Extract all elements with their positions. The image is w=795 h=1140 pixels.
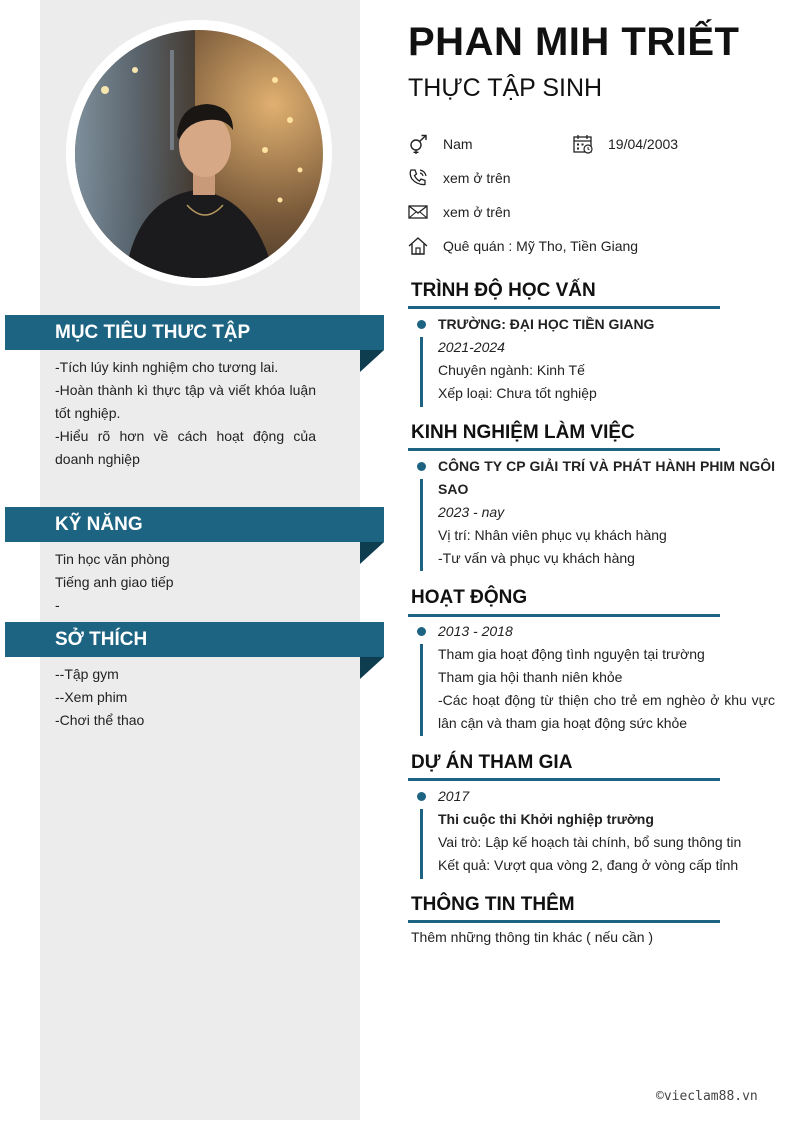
phone-value: xem ở trên: [443, 170, 511, 186]
banner-fold: [360, 350, 384, 372]
home-icon: [408, 236, 430, 256]
hobby-item: -Chơi thể thao: [55, 712, 145, 728]
dob-row: [573, 134, 723, 154]
objective-text: [55, 356, 316, 471]
hometown-row: [408, 236, 708, 256]
activities-line: Tham gia hội thanh niên khỏe: [438, 669, 623, 685]
hobby-item: --Xem phim: [55, 689, 128, 705]
candidate-role: THỰC TẬP SINH: [408, 74, 603, 102]
skill-item: Tiếng anh giao tiếp: [55, 574, 174, 590]
section-rule: [408, 778, 720, 781]
projects-entry: [438, 785, 775, 877]
objective-line: doanh nghiệp: [55, 451, 140, 467]
hobbies-text: [55, 663, 316, 732]
skills-banner: [5, 507, 384, 542]
gender-row: [408, 134, 558, 154]
dob-value: 19/04/2003: [608, 136, 679, 152]
candidate-name: PHAN MIH TRIẾT: [408, 20, 740, 64]
section-rule: [408, 306, 720, 309]
timeline-dot: [417, 792, 426, 801]
additional-title: THÔNG TIN THÊM: [411, 894, 575, 915]
email-value: xem ở trên: [443, 204, 511, 220]
timeline-line: [420, 337, 423, 407]
timeline-dot: [417, 320, 426, 329]
education-grade: Xếp loại: Chưa tốt nghiệp: [438, 385, 597, 401]
banner-fold: [360, 542, 384, 564]
timeline-line: [420, 809, 423, 879]
footer-watermark: ©vieclam88.vn: [656, 1089, 758, 1104]
activities-title: HOẠT ĐỘNG: [411, 587, 528, 608]
phone-icon: [408, 168, 430, 188]
banner-fold: [360, 657, 384, 679]
objective-line: tốt nghiệp.: [55, 405, 121, 421]
timeline-dot: [417, 627, 426, 636]
phone-row: [408, 168, 608, 188]
section-rule: [408, 920, 720, 923]
section-rule: [408, 614, 720, 617]
education-entry: [438, 313, 775, 405]
experience-position: Vị trí: Nhân viên phục vụ khách hàng: [438, 527, 667, 543]
activities-entry: [438, 620, 775, 735]
education-major: Chuyên ngành: Kinh Tế: [438, 362, 585, 378]
hobbies-title: SỞ THÍCH: [55, 629, 148, 650]
objective-line: -Tích lúy kinh nghiệm cho tương lai.: [55, 359, 279, 375]
gender-icon: [408, 134, 430, 154]
hobbies-banner: [5, 622, 384, 657]
education-period: 2021-2024: [438, 339, 505, 355]
objective-title: MỤC TIÊU THƯC TẬP: [55, 322, 251, 343]
mail-icon: [408, 202, 430, 222]
experience-company: SAO: [438, 481, 469, 497]
section-rule: [408, 448, 720, 451]
skill-item: Tin học văn phòng: [55, 551, 170, 567]
education-school: TRƯỜNG: ĐẠI HỌC TIỀN GIANG: [438, 316, 655, 332]
timeline-dot: [417, 462, 426, 471]
project-role: Vai trò: Lập kế hoạch tài chính, bổ sung thông tin: [438, 834, 742, 850]
projects-title: DỰ ÁN THAM GIA: [411, 752, 573, 773]
activities-line: -Các hoạt động từ thiện cho trẻ em nghèo ở khu vực: [438, 692, 775, 708]
skill-item: -: [55, 597, 60, 613]
gender-value: Nam: [443, 136, 473, 152]
timeline-line: [420, 644, 423, 736]
timeline-line: [420, 479, 423, 571]
experience-company: CÔNG TY CP GIẢI TRÍ VÀ PHÁT HÀNH PHIM NGÔI: [438, 458, 775, 474]
project-year: 2017: [438, 788, 470, 804]
objective-line: -Hoàn thành kì thực tập và viết khóa luận: [55, 382, 316, 398]
project-result: Kết quả: Vượt qua vòng 2, đang ở vòng cấp tỉnh: [438, 857, 739, 873]
objective-banner: [5, 315, 384, 350]
activities-line: Tham gia hoạt động tình nguyện tại trường: [438, 646, 705, 662]
hometown-value: Quê quán : Mỹ Tho, Tiền Giang: [443, 238, 639, 254]
objective-line: -Hiểu rõ hơn về cách hoạt động của: [55, 428, 316, 444]
activities-line: lân cận và tham gia hoạt động sức khỏe: [438, 715, 688, 731]
calendar-icon: [573, 134, 595, 154]
experience-period: 2023 - nay: [438, 504, 505, 520]
additional-text: Thêm những thông tin khác ( nếu cần ): [411, 929, 654, 945]
avatar: [75, 30, 323, 278]
experience-duty: -Tư vấn và phục vụ khách hàng: [438, 550, 635, 566]
skills-text: [55, 548, 316, 617]
experience-entry: [438, 455, 775, 570]
experience-title: KINH NGHIỆM LÀM VIỆC: [411, 422, 635, 443]
hobby-item: --Tập gym: [55, 666, 119, 682]
project-name: Thi cuộc thi Khởi nghiệp trường: [438, 811, 654, 827]
email-row: [408, 202, 608, 222]
skills-title: KỸ NĂNG: [55, 514, 143, 535]
activities-period: 2013 - 2018: [438, 623, 513, 639]
education-title: TRÌNH ĐỘ HỌC VẤN: [411, 280, 596, 301]
